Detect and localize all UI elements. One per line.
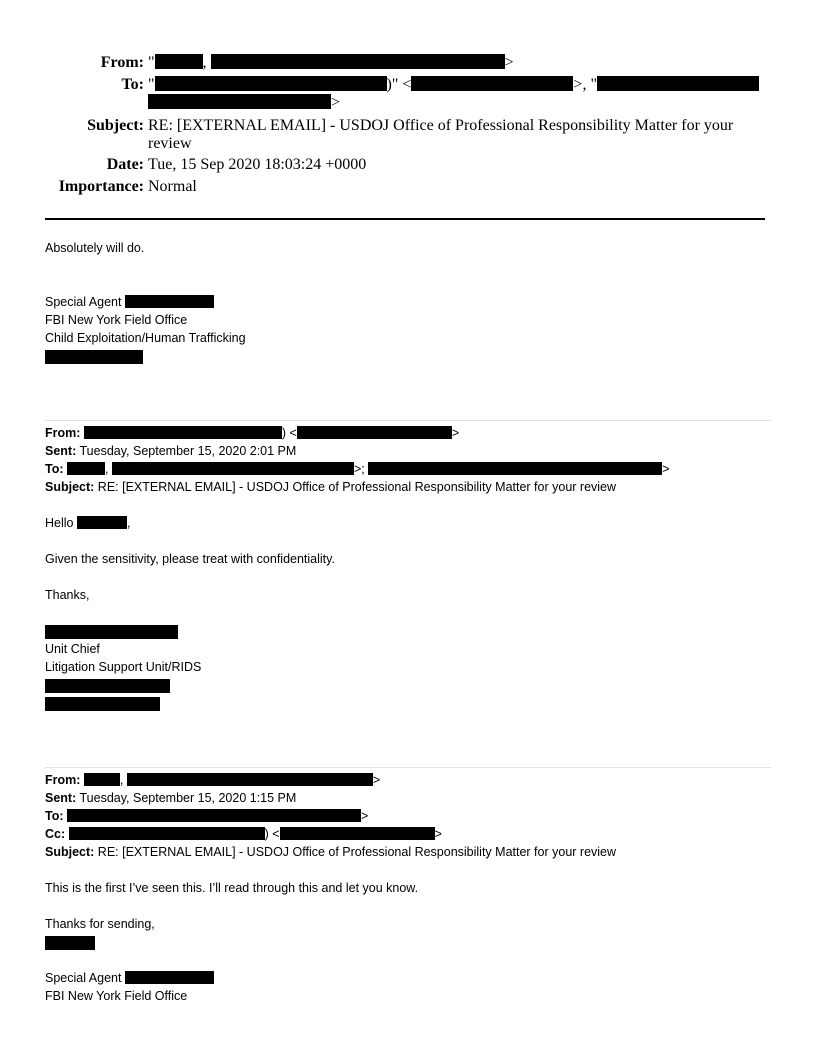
email2-signature-unit: Litigation Support Unit/RIDS [45,660,202,674]
email2-body: Given the sensitivity, please treat with confidentiality. [45,552,335,566]
redaction-block [67,809,361,822]
redaction-block [125,971,214,984]
header-date-value: Tue, 15 Sep 2020 18:03:24 +0000 [148,156,367,173]
redaction-block [125,295,214,308]
email3-subject-row: Subject: RE: [EXTERNAL EMAIL] - USDOJ Office of Professional Responsibility Matter for your review [45,845,617,859]
redaction-block [45,625,178,639]
header-importance-value: Normal [148,178,197,195]
redaction-block [280,827,435,840]
email3-to-row: To: > [45,809,369,823]
reply-body: Absolutely will do. [45,241,145,255]
reply-signature-title: Special Agent [45,294,214,310]
email2-greeting: Hello , [45,516,131,530]
header-subject-label: Subject: [87,117,144,134]
email2-closing: Thanks, [45,588,90,602]
email2-sent-row: Sent: Tuesday, September 15, 2020 2:01 PM [45,444,297,458]
email3-sent-row: Sent: Tuesday, September 15, 2020 1:15 PM [45,791,297,805]
redaction-block [84,426,282,439]
redaction-block [148,94,331,109]
email3-signature-office: FBI New York Field Office [45,989,188,1003]
email3-cc-row: Cc: ) < > [45,827,442,841]
redaction-block [45,350,143,364]
redaction-block [127,773,373,786]
redaction-block [297,426,452,439]
redaction-block [77,516,127,529]
email3-body: This is the first I’ve seen this. I’ll read through this and let you know. [45,881,419,895]
header-importance-label: Importance: [58,178,144,195]
email2-signature-title: Unit Chief [45,642,100,656]
redaction-block [67,462,105,475]
message-separator [45,767,771,768]
header-divider [45,218,765,220]
redaction-block [368,462,662,475]
redaction-block [69,827,265,840]
redaction-block [112,462,354,475]
redaction-block [155,76,387,91]
redaction-block [411,76,573,91]
email3-closing: Thanks for sending, [45,917,155,931]
redaction-block [155,54,203,69]
header-to-value: " )" < >, " [148,76,759,94]
header-to-label: To: [121,76,144,93]
redaction-block [45,679,170,693]
header-subject-value: RE: [EXTERNAL EMAIL] - USDOJ Office of Professional Responsibility Matter for your review [148,117,734,152]
header-from-label: From: [100,54,144,71]
message-separator [45,420,771,421]
header-date-label: Date: [106,156,144,173]
email2-to-row: To: , >; > [45,462,670,476]
redaction-block [597,76,759,91]
email3-signature-title: Special Agent [45,970,214,986]
email2-subject-row: Subject: RE: [EXTERNAL EMAIL] - USDOJ Office of Professional Responsibility Matter for your review [45,480,617,494]
redaction-block [45,697,160,711]
reply-signature-unit: Child Exploitation/Human Trafficking [45,331,246,345]
reply-signature-office: FBI New York Field Office [45,313,188,327]
email3-from-row: From: , > [45,773,381,787]
redaction-block [45,936,95,950]
redaction-block [211,54,505,69]
email2-from-row: From: ) < > [45,426,460,440]
redaction-block [84,773,120,786]
header-from-value: " , > [148,54,514,71]
document-page: From: " , > To: " )" < >, " > Subject: RE: [EXTERNAL EMAIL] - USDOJ Office of Professional Responsibility Matter for your review Date: Tue, 15 Sep 2020 18:03:24 +0000 Importance: Normal Absolutely will do. Special Agent FBI New York Field Office Child Exploitation/Human Trafficking From: ) < > Sent: Tuesday, September 15, 2020 2:01 PM To: , >; > Subject: RE: [EXTERNAL EMAIL] - USDOJ Office of Professional Responsibility Matter for your review Hello , Given the sensitivity, please treat with confidentiality. Thanks, Unit Chief Litigation Support Unit/RIDS From: , > Sent: Tuesday, September 15, 2020 1:15 PM To: > Cc: ) < > Subject: RE: [EXTERNAL EMAIL] - USDOJ Office of Professional Responsibility Matter for your review This is the first I’ve seen this. I’ll read through this and let you know. Thanks for sending, Special Agent FBI New York Field Office [0,0,816,1056]
